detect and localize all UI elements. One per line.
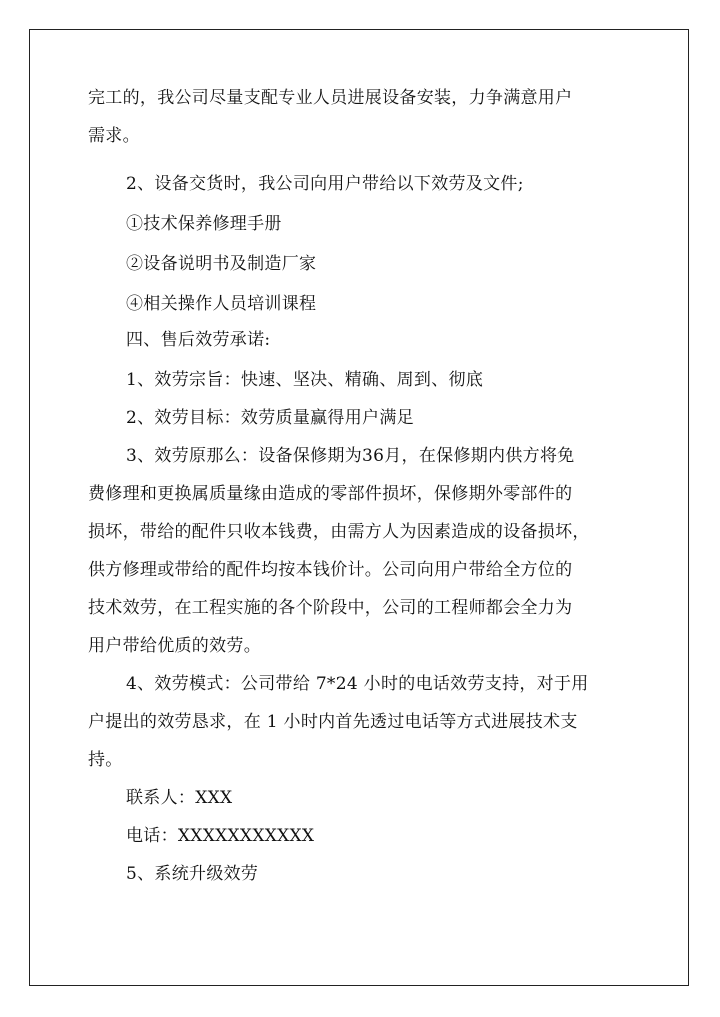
paragraph-line: 费修理和更换属质量缘由造成的零部件损坏，保修期外零部件的	[88, 484, 573, 504]
paragraph-line: 3、效劳原那么：设备保修期为36月，在保修期内供方将免	[126, 446, 575, 466]
paragraph-line: 完工的，我公司尽量支配专业人员进展设备安装，力争满意用户	[88, 88, 573, 108]
paragraph-line: 4、效劳模式：公司带给 7*24 小时的电话效劳支持，对于用	[126, 674, 589, 694]
paragraph-line: 技术效劳，在工程实施的各个阶段中，公司的工程师都会全力为	[88, 598, 573, 618]
paragraph-line: 持。	[88, 750, 123, 770]
section-heading: 5、系统升级效劳	[126, 864, 259, 884]
paragraph-line: 2、设备交货时，我公司向用户带给以下效劳及文件;	[126, 174, 524, 194]
section-heading: 四、售后效劳承诺:	[126, 330, 271, 350]
contact-person: 联系人：XXX	[126, 788, 233, 808]
list-item: ①技术保养修理手册	[126, 214, 282, 234]
paragraph-line: 1、效劳宗旨：快速、坚决、精确、周到、彻底	[126, 370, 484, 390]
paragraph-line: 户提出的效劳恳求，在 1 小时内首先透过电话等方式进展技术支	[88, 712, 578, 732]
list-item: ④相关操作人员培训课程	[126, 294, 317, 314]
paragraph-line: 损坏，带给的配件只收本钱费，由需方人为因素造成的设备损坏，	[88, 522, 590, 542]
paragraph-line: 需求。	[88, 126, 140, 146]
paragraph-line: 用户带给优质的效劳。	[88, 636, 261, 656]
contact-phone: 电话：XXXXXXXXXXX	[126, 826, 315, 846]
paragraph-line: 2、效劳目标：效劳质量赢得用户满足	[126, 408, 414, 428]
list-item: ②设备说明书及制造厂家	[126, 254, 317, 274]
paragraph-line: 供方修理或带给的配件均按本钱价计。公司向用户带给全方位的	[88, 560, 573, 580]
